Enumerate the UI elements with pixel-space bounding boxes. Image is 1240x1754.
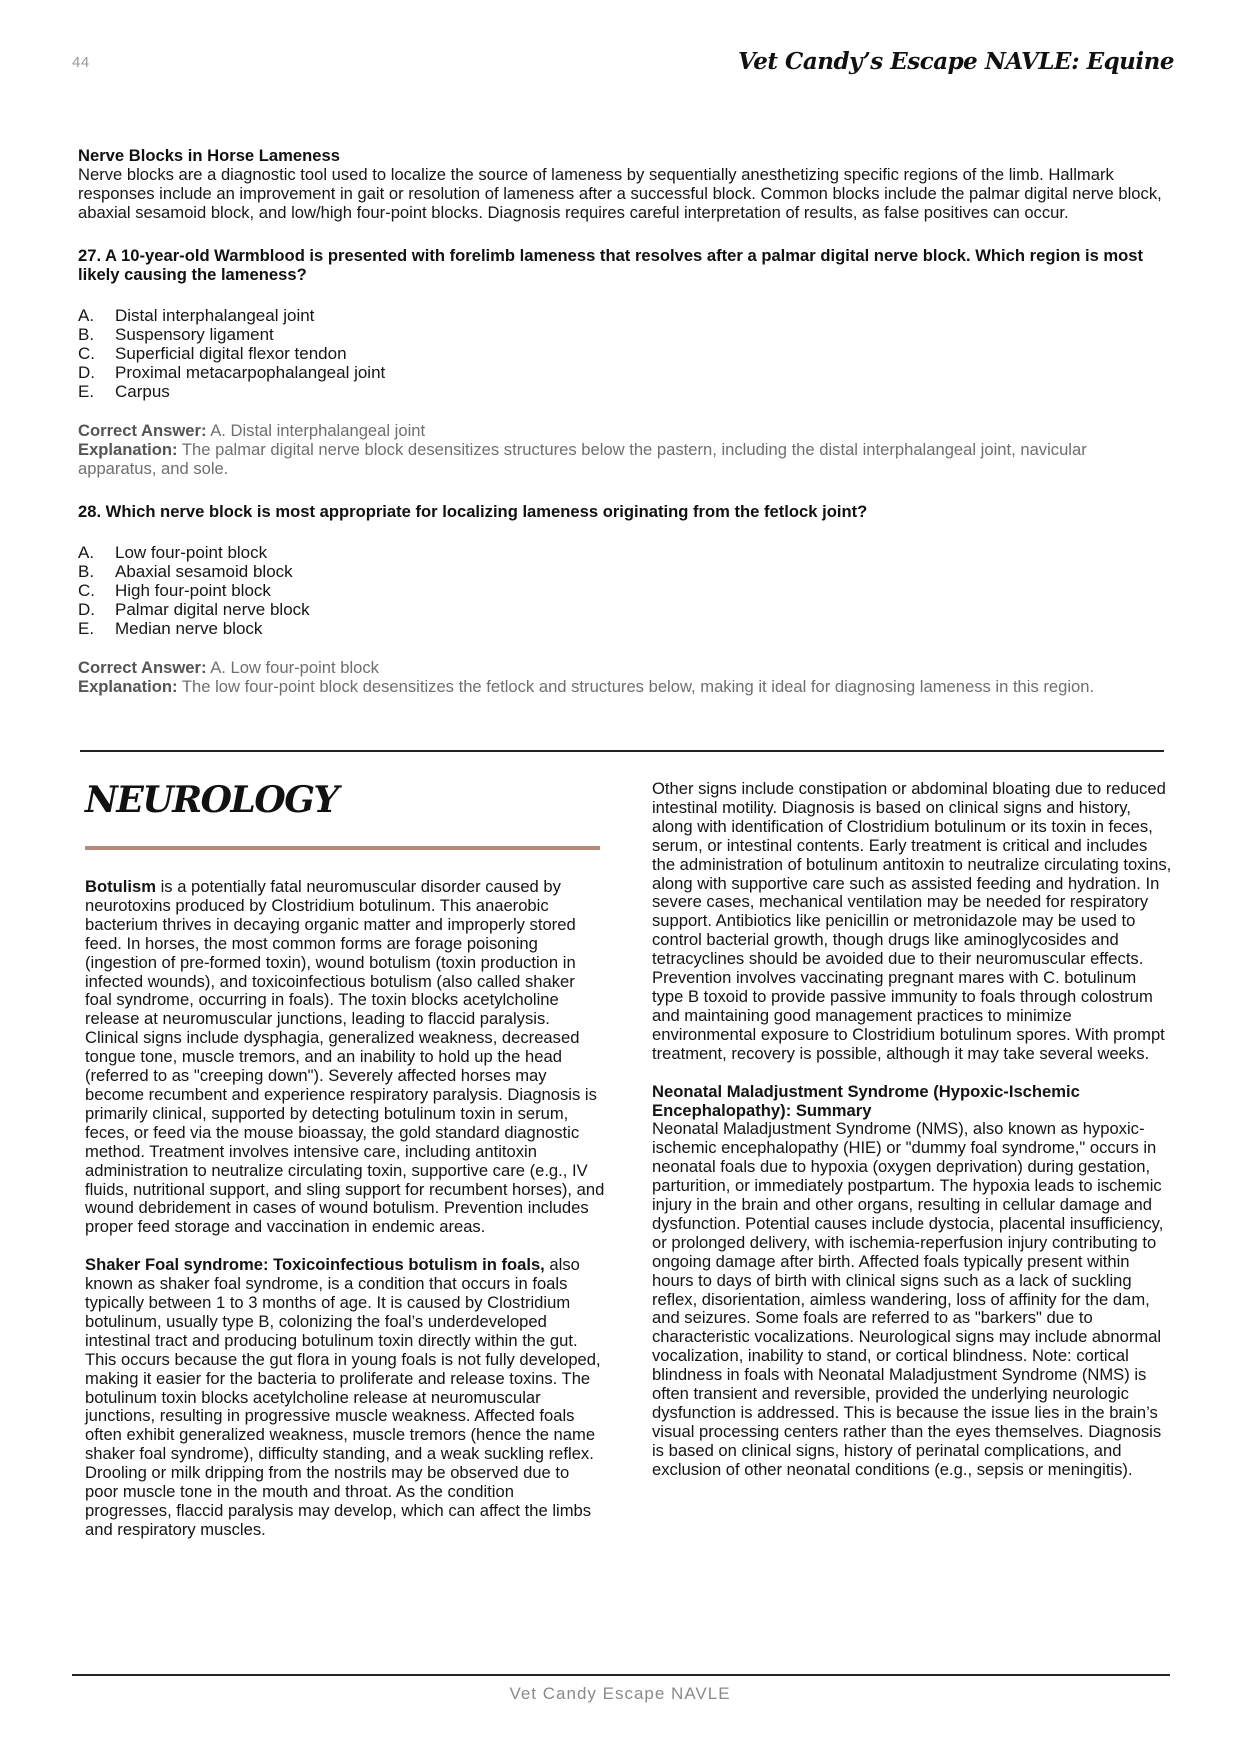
footer-text: Vet Candy Escape NAVLE	[509, 1684, 731, 1703]
section-heading: NEUROLOGY	[85, 779, 338, 821]
botulism-title: Botulism	[85, 877, 156, 896]
question-28-stem: 28. Which nerve block is most appropriate for localizing lameness originating from the fetlock joint?	[78, 502, 868, 521]
option-letter: E.	[78, 382, 95, 401]
left-column	[85, 780, 605, 1540]
explanation-text: The low four-point block desensitizes the fetlock and structures below, making it ideal for diagnosing lameness in this region.	[181, 677, 1095, 696]
option-item	[78, 382, 1168, 401]
page-number: 44	[72, 54, 90, 71]
shaker-foal-title: Shaker Foal syndrome: Toxicoinfectious botulism in foals,	[85, 1255, 545, 1275]
option-text: Proximal metacarpophalangeal joint	[115, 363, 386, 382]
question-27-answer	[78, 421, 1168, 478]
option-letter: E.	[78, 619, 95, 638]
footer-divider	[72, 1674, 1170, 1676]
option-letter: D.	[78, 363, 95, 382]
option-text: Distal interphalangeal joint	[115, 306, 315, 325]
shaker-foal-continued: Other signs include constipation or abdominal bloating due to reduced intestinal motility. Diagnosis is based on clinical signs and history, along with identification of Clostridium botulinum or its toxin in feces, serum, or intestinal contents. Early treatment is critical and includes the administration of botulinum antitoxin to neutralize circulating toxins, along with supportive care such as assisted feeding and hydration. In severe cases, mechanical ventilation may be needed for respiratory support. Antibiotics like penicillin or metronidazole may be used to control bacterial growth, though drugs like aminoglycosides and tetracyclines should be avoided due to their neuromuscular effects. Prevention involves vaccinating pregnant mares with C. botulinum type B toxoid to provide passive immunity to foals through colostrum and maintaining good management practices to minimize environmental exposure to Clostridium botulinum spores. With prompt treatment, recovery is possible, although it may take several weeks.	[652, 779, 1172, 1063]
explanation-label: Explanation:	[78, 677, 178, 696]
option-letter: D.	[78, 600, 95, 619]
option-item	[78, 325, 1168, 344]
option-letter: B.	[78, 562, 95, 581]
answer-label: Correct Answer:	[78, 658, 207, 677]
option-text: Palmar digital nerve block	[115, 600, 310, 619]
answer-text: A. Distal interphalangeal joint	[210, 421, 426, 440]
option-text: Suspensory ligament	[115, 325, 274, 344]
question-27-stem: 27. A 10-year-old Warmblood is presented with forelimb lameness that resolves after a palmar digital nerve block. Which region is most likely causing the lameness?	[78, 246, 1144, 284]
option-item	[78, 619, 1168, 638]
question-28-answer	[78, 658, 1168, 696]
answer-label: Correct Answer:	[78, 421, 207, 440]
right-column	[652, 780, 1172, 1480]
botulism-paragraph	[85, 878, 605, 1237]
section-divider	[80, 750, 1164, 752]
shaker-foal-body: also known as shaker foal syndrome, is a condition that occurs in foals typically between 1 to 3 months of age. It is caused by Clostridium botulinum, usually type B, colonizing the foal’s underdeveloped intestinal tract and producing botulinum toxin directly within the gut. This occurs because the gut flora in young foals is not fully developed, making it easier for the bacteria to proliferate and release toxins. The botulinum toxin blocks acetylcholine release at neuromuscular junctions, resulting in progressive muscle weakness. Affected foals often exhibit generalized weakness, muscle tremors (hence the name shaker foal syndrome), difficulty standing, and a weak suckling reflex. Drooling or milk dripping from the nostrils may be observed due to poor muscle tone in the mouth and throat. As the condition progresses, flaccid paralysis may develop, which can affect the limbs and respiratory muscles.	[85, 1255, 601, 1539]
nms-body: Neonatal Maladjustment Syndrome (NMS), also known as hypoxic-ischemic encephalopathy (HIE) or "dummy foal syndrome," occurs in neonatal foals due to hypoxia (oxygen deprivation) during gestation, parturition, or immediately postpartum. The hypoxia leads to ischemic injury in the brain and other organs, resulting in cellular damage and dysfunction. Potential causes include dystocia, placental insufficiency, or prolonged delivery, with ischemia-reperfusion injury contributing to ongoing damage after birth. Affected foals typically present within hours to days of birth with clinical signs such as a lack of suckling reflex, disorientation, aimless wandering, loss of affinity for the dam, and seizures. Some foals are referred to as "barkers" due to characteristic vocalizations. Neurological signs may include abnormal vocalization, inability to stand, or cortical blindness. Note: cortical blindness in foals with Neonatal Maladjustment Syndrome (NMS) is often transient and reversible, provided the underlying neurologic dysfunction is addressed. This is because the issue lies in the brain’s visual processing centers rather than the eyes themselves. Diagnosis is based on clinical signs, history of perinatal complications, and exclusion of other neonatal conditions (e.g., sepsis or meningitis).	[652, 1119, 1164, 1479]
option-text: Median nerve block	[115, 619, 263, 638]
intro-body: Nerve blocks are a diagnostic tool used to localize the source of lameness by sequentially anesthetizing specific regions of the limb. Hallmark responses include an improvement in gait or resolution of lameness after a successful block. Common blocks include the palmar digital nerve block, abaxial sesamoid block, and low/high four-point blocks. Diagnosis requires careful interpretation of results, as false positives can occur.	[78, 165, 1162, 222]
heading-underline	[85, 846, 600, 850]
intro-title: Nerve Blocks in Horse Lameness	[78, 146, 340, 165]
option-text: Carpus	[115, 382, 170, 401]
option-text: Superficial digital flexor tendon	[115, 344, 347, 363]
option-text: Low four-point block	[115, 543, 268, 562]
option-item	[78, 600, 1168, 619]
option-item	[78, 543, 1168, 562]
option-item	[78, 562, 1168, 581]
option-letter: A.	[78, 306, 95, 325]
shaker-foal-paragraph	[85, 1256, 605, 1540]
question-27-options	[78, 306, 1168, 401]
explanation-label: Explanation:	[78, 440, 178, 459]
option-item	[78, 581, 1168, 600]
option-item	[78, 306, 1168, 325]
nms-title-text: Neonatal Maladjustment Syndrome (Hypoxic-Ischemic Encephalopathy): Summary	[652, 1081, 1080, 1120]
question-28-options	[78, 543, 1168, 638]
option-text: High four-point block	[115, 581, 271, 600]
option-item	[78, 363, 1168, 382]
option-item	[78, 344, 1168, 363]
nms-title	[652, 1083, 1172, 1121]
option-letter: A.	[78, 543, 95, 562]
nerve-block-section	[78, 146, 1168, 696]
option-letter: C.	[78, 344, 95, 363]
botulism-body: is a potentially fatal neuromuscular disorder caused by neurotoxins produced by Clostridium botulinum. This anaerobic bacterium thrives in decaying organic matter and improperly stored feed. In horses, the most common forms are forage poisoning (ingestion of pre-formed toxin), wound botulism (toxin production in infected wounds), and toxicoinfectious botulism (also called shaker foal syndrome, occurring in foals). The toxin blocks acetylcholine release at neuromuscular junctions, leading to flaccid paralysis. Clinical signs include dysphagia, generalized weakness, decreased tongue tone, muscle tremors, and an inability to hold up the head (referred to as "creeping down"). Severely affected horses may become recumbent and experience respiratory paralysis. Diagnosis is primarily clinical, supported by detecting botulinum toxin in serum, feces, or feed via the mouse bioassay, the gold standard diagnostic method. Treatment involves intensive care, including antitoxin administration to neutralize circulating toxin, supportive care (e.g., IV fluids, nutritional support, and sling support for recumbent horses), and wound debridement in cases of wound botulism. Prevention includes proper feed storage and vaccination in endemic areas.	[85, 877, 605, 1237]
answer-text: A. Low four-point block	[210, 658, 379, 677]
running-title: Vet Candy’s Escape NAVLE: Equine	[738, 48, 1174, 75]
option-text: Abaxial sesamoid block	[115, 562, 293, 581]
option-letter: C.	[78, 581, 95, 600]
explanation-text: The palmar digital nerve block desensitizes structures below the pastern, including the distal interphalangeal joint, navicular apparatus, and sole.	[78, 440, 1087, 478]
option-letter: B.	[78, 325, 95, 344]
